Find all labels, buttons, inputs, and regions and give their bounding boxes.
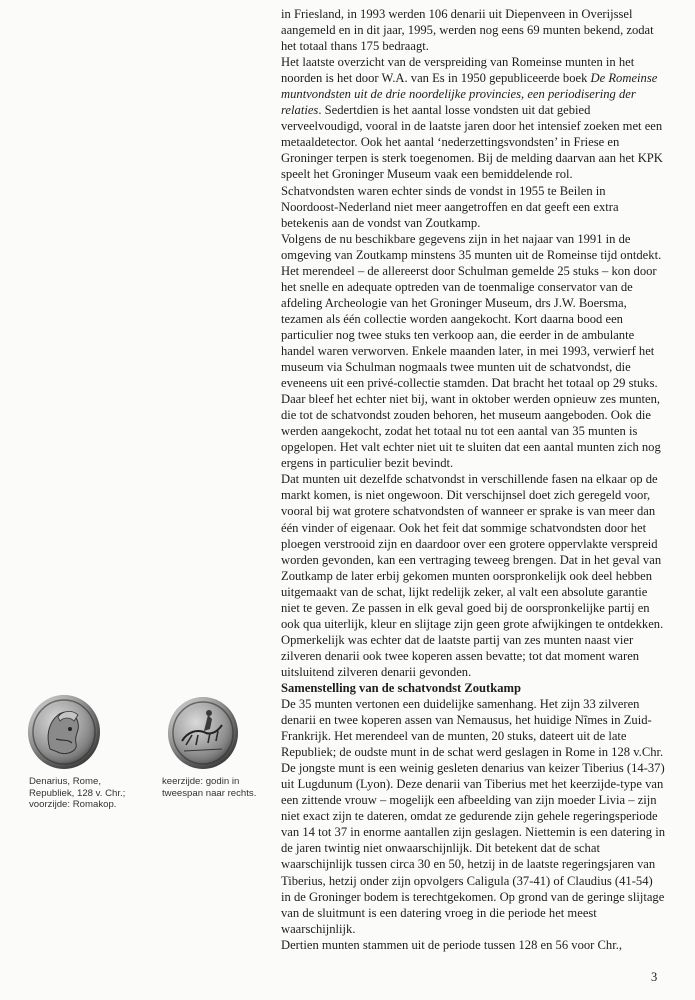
page-number: 3 bbox=[651, 970, 658, 984]
paragraph-composition: De 35 munten vertonen een duidelijke samenhang. Het zijn 33 zilveren denarii en twee koperen assen van Nemausus, het huidige Nîmes in Zuid-Frankrijk. Het merendeel van de munten, 20 stuks, dateert uit de late Republiek; de oudste munt in de schat werd geslagen in Rome in 128 v.Chr. De jongste munt is een weinig gesleten denarius van keizer Tiberius (14-37) uit Lugdunum (Lyon). Deze denarii van Tiberius met het keerzijde-type van een zittende vrouw – mogelijk een afbeelding van zijn moeder Livia – zijn niet exact zijn te dateren, omdat ze gedurende zijn gehele regeringsperiode van 14 tot 37 in enorme aantallen zijn geslagen. Niettemin is een datering in de jaren twintig niet onwaarschijnlijk. Dit betekent dat de schat waarschijnlijk tussen circa 30 en 50, hetzij in de laatste regeringsjaren van Tiberius, hetzij onder zijn opvolgers Caligula (37-41) of Claudius (41-54) in de Groninger bodem is terechtgekomen. Op grond van de geringe slijtage van de sluitmunt is een datering vroeg in die periode het meest waarschijnlijk. bbox=[281, 697, 665, 936]
paragraph-schatvondsten: Schatvondsten waren echter sinds de vondst in 1955 te Beilen in Noordoost-Nederland niet meer aangetroffen en dat geeft een extra betekenis aan de vondst van Zoutkamp. bbox=[281, 183, 619, 230]
paragraph-discovery: Volgens de nu beschikbare gegevens zijn in het najaar van 1991 in de omgeving van Zoutkamp minstens 35 munten uit de Romeinse tijd ontdekt. Het merendeel – de allereerst door Schulman gemelde 25 stuks – kon door het snelle en adequate optreden van de toenmalige conservator van de afdeling Archeologie van het Groninger Museum, drs J.W. Boersma, tezamen als één collectie worden aangekocht. Kort daarna bood een particulier nog twee stuks ten verkoop aan, die eerder in de ambulante handel waren verworven. Enkele maanden later, in mei 1993, verwierf het museum via Schulman nogmaals twee munten uit de schatvondst, die eveneens uit een privé-collectie stamden. Dat bracht het totaal op 29 stuks. Daar bleef het echter niet bij, want in oktober werden opnieuw zes munten, die tot de schatvondst zouden behoren, het museum aangeboden. Ook die werden aangekocht, zodat het totaal nu tot een aantal van 35 munten is opgelopen. Het valt echter niet uit te sluiten dat een aantal munten zich nog ergens in particulier bezit bevindt. bbox=[281, 231, 662, 471]
paragraph-intro: in Friesland, in 1993 werden 106 denarii uit Diepenveen in Overijssel aangemeld en in dit jaar, 1995, werden nog eens 69 munten bekend, zodat het totaal thans 175 bedraagt. bbox=[281, 7, 654, 54]
coin-reverse-caption: keerzijde: godin in tweespan naar rechts. bbox=[162, 776, 257, 799]
coin-reverse-image bbox=[168, 697, 238, 769]
coin-obverse-caption: Denarius, Rome, Republiek, 128 v. Chr.; voorzijde: Romakop. bbox=[29, 776, 126, 810]
overview-text-after: . Sedertdien is het aantal losse vondsten uit dat gebied verveelvoudigd, vooral in de laatste jaren door het intensief zoeken met een metaaldetector. Ook het aantal ‘nederzettingsvondsten’ in Friese en Groninger terpen is sterk toegenomen. Bij de melding daarvan aan het KPK speelt het Groninger Museum vaak een bemiddelende rol. bbox=[281, 103, 663, 182]
book-title: De Romeinse muntvondsten uit de drie noordelijke provincies, een periodisering der relaties bbox=[281, 71, 658, 118]
coin-obverse-image bbox=[28, 695, 100, 769]
paragraph-overview bbox=[281, 54, 665, 182]
paragraph-market: Dat munten uit dezelfde schatvondst in verschillende fasen na elkaar op de markt komen, is niet ongewoon. Dit verschijnsel doet zich geregeld voor, vooral bij wat grotere schatvondsten of wanneer er sprake is van meer dan één vinder of eigenaar. Ook het feit dat sommige schatvondsten door het ploegen verstrooid zijn en daardoor over een grotere oppervlakte verspreid worden gevonden, kan een vertraging teweeg brengen. Dat in het geval van Zoutkamp de later erbij gekomen munten oorspronkelijk ook deel hebben uitgemaakt van de schat, lijkt redelijk zeker, al valt een absolute garantie niet te geven. Ze passen in elk geval goed bij de oorspronkelijke partij en ook qua uiterlijk, kleur en slijtage zijn geen grote afwijkingen te ontdekken. Opmerkelijk was echter dat de laatste partij van zes munten naast vier zilveren denarii ook twee koperen assen bevatte; tot dat moment waren uitsluitend zilveren denarii gevonden. bbox=[281, 472, 664, 679]
section-heading: Samenstelling van de schatvondst Zoutkamp bbox=[281, 680, 522, 695]
main-text-column bbox=[281, 6, 665, 953]
paragraph-dertien: Dertien munten stammen uit de periode tussen 128 en 56 voor Chr., bbox=[281, 937, 623, 952]
overview-text-before: Het laatste overzicht van de verspreiding van Romeinse munten in het noorden is het door W.A. van Es in 1950 gepubliceerde boek bbox=[281, 55, 635, 86]
